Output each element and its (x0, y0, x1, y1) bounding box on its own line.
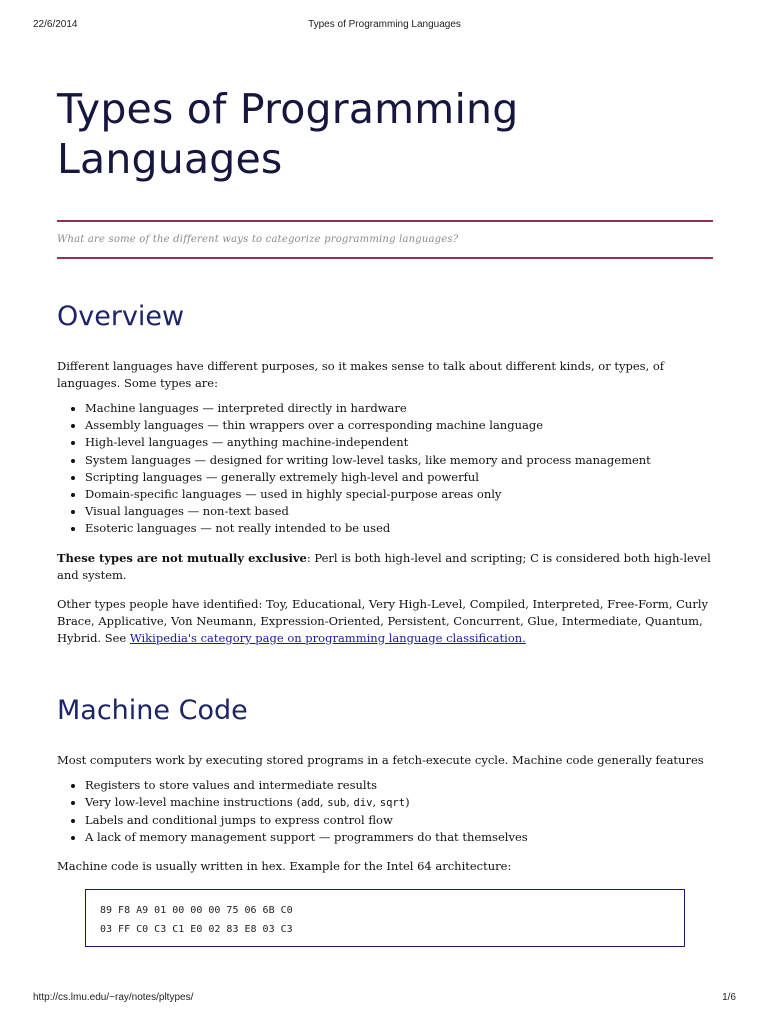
list-item-text: Very low-level machine instructions ( (85, 794, 301, 809)
print-page-title: Types of Programming Languages (308, 19, 461, 30)
page-url: http://cs.lmu.edu/~ray/notes/pltypes/ (33, 992, 194, 1003)
print-footer (33, 992, 736, 1006)
bottom-divider (57, 257, 713, 259)
list-item: • Machine languages — interpreted directly in hardware (85, 400, 713, 417)
page-title (57, 84, 713, 184)
list-item-text-end: ) (405, 794, 410, 809)
separator: , (372, 794, 380, 809)
wikipedia-category-link[interactable]: Wikipedia's category page on programming language classification. (129, 630, 526, 645)
list-item: • Labels and conditional jumps to express control flow (85, 812, 713, 829)
list-item: • A lack of memory management support — programmers do that themselves (85, 829, 713, 846)
list-item: • Domain-specific languages — used in highly special-purpose areas only (85, 486, 713, 503)
other-types-paragraph (57, 596, 713, 647)
machine-code-features-list (57, 777, 713, 847)
language-types-list (57, 400, 713, 538)
document-body (57, 84, 713, 947)
machine-code-intro: Most computers work by executing stored programs in a fetch-execute cycle. Machine code generally features (57, 752, 704, 767)
not-exclusive-text: : Perl is both high-level and scripting; C is considered both high-level and system. (57, 550, 711, 582)
not-exclusive-emphasis: These types are not mutually exclusive (57, 550, 307, 565)
list-item (85, 794, 713, 812)
list-item: • System languages — designed for writing low-level tasks, like memory and process management (85, 452, 713, 469)
list-item: • Scripting languages — generally extremely high-level and powerful (85, 469, 713, 486)
code-line: 03 FF C0 C3 C1 E0 02 83 E8 03 C3 (100, 924, 293, 936)
separator: , (319, 794, 328, 809)
page-subtitle: What are some of the different ways to categorize programming languages? (57, 234, 459, 245)
list-item: • Assembly languages — thin wrappers over a corresponding machine language (85, 417, 713, 434)
overview-heading: Overview (57, 301, 185, 332)
overview-intro: Different languages have different purposes, so it makes sense to talk about different kinds, or types, of languages. Some types are: (57, 359, 665, 390)
machine-code-heading: Machine Code (57, 694, 248, 726)
code-div: div (353, 796, 373, 809)
not-exclusive-paragraph (57, 550, 713, 584)
code-sqrt: sqrt (379, 796, 406, 809)
code-line: 89 F8 A9 01 00 00 00 75 06 6B C0 (100, 905, 293, 917)
print-header (33, 19, 736, 33)
code-sub: sub (327, 796, 347, 809)
hex-intro: Machine code is usually written in hex. Example for the Intel 64 architecture: (57, 859, 512, 874)
print-date: 22/6/2014 (33, 19, 78, 30)
page-number: 1/6 (722, 992, 736, 1003)
code-add: add (300, 796, 320, 809)
list-item: • Registers to store values and intermediate results (85, 777, 713, 794)
page-title-line-2: Languages (57, 135, 283, 183)
machine-code-block (85, 889, 685, 947)
list-item: • Visual languages — non-text based (85, 503, 713, 520)
page-title-line-1: Types of Programming (57, 85, 519, 133)
list-item: • High-level languages — anything machine-independent (85, 434, 713, 451)
list-item: • Esoteric languages — not really intended to be used (85, 520, 713, 537)
separator: , (346, 794, 354, 809)
other-types-text: Other types people have identified: Toy, Educational, Very High-Level, Compiled, Interpreted, Free-Form, Curly Brace, Applicative, Von Neumann, Expression-Oriented, Persistent, Concurrent, Glue, Intermediate, Quantum, Hybrid. See (57, 596, 709, 645)
